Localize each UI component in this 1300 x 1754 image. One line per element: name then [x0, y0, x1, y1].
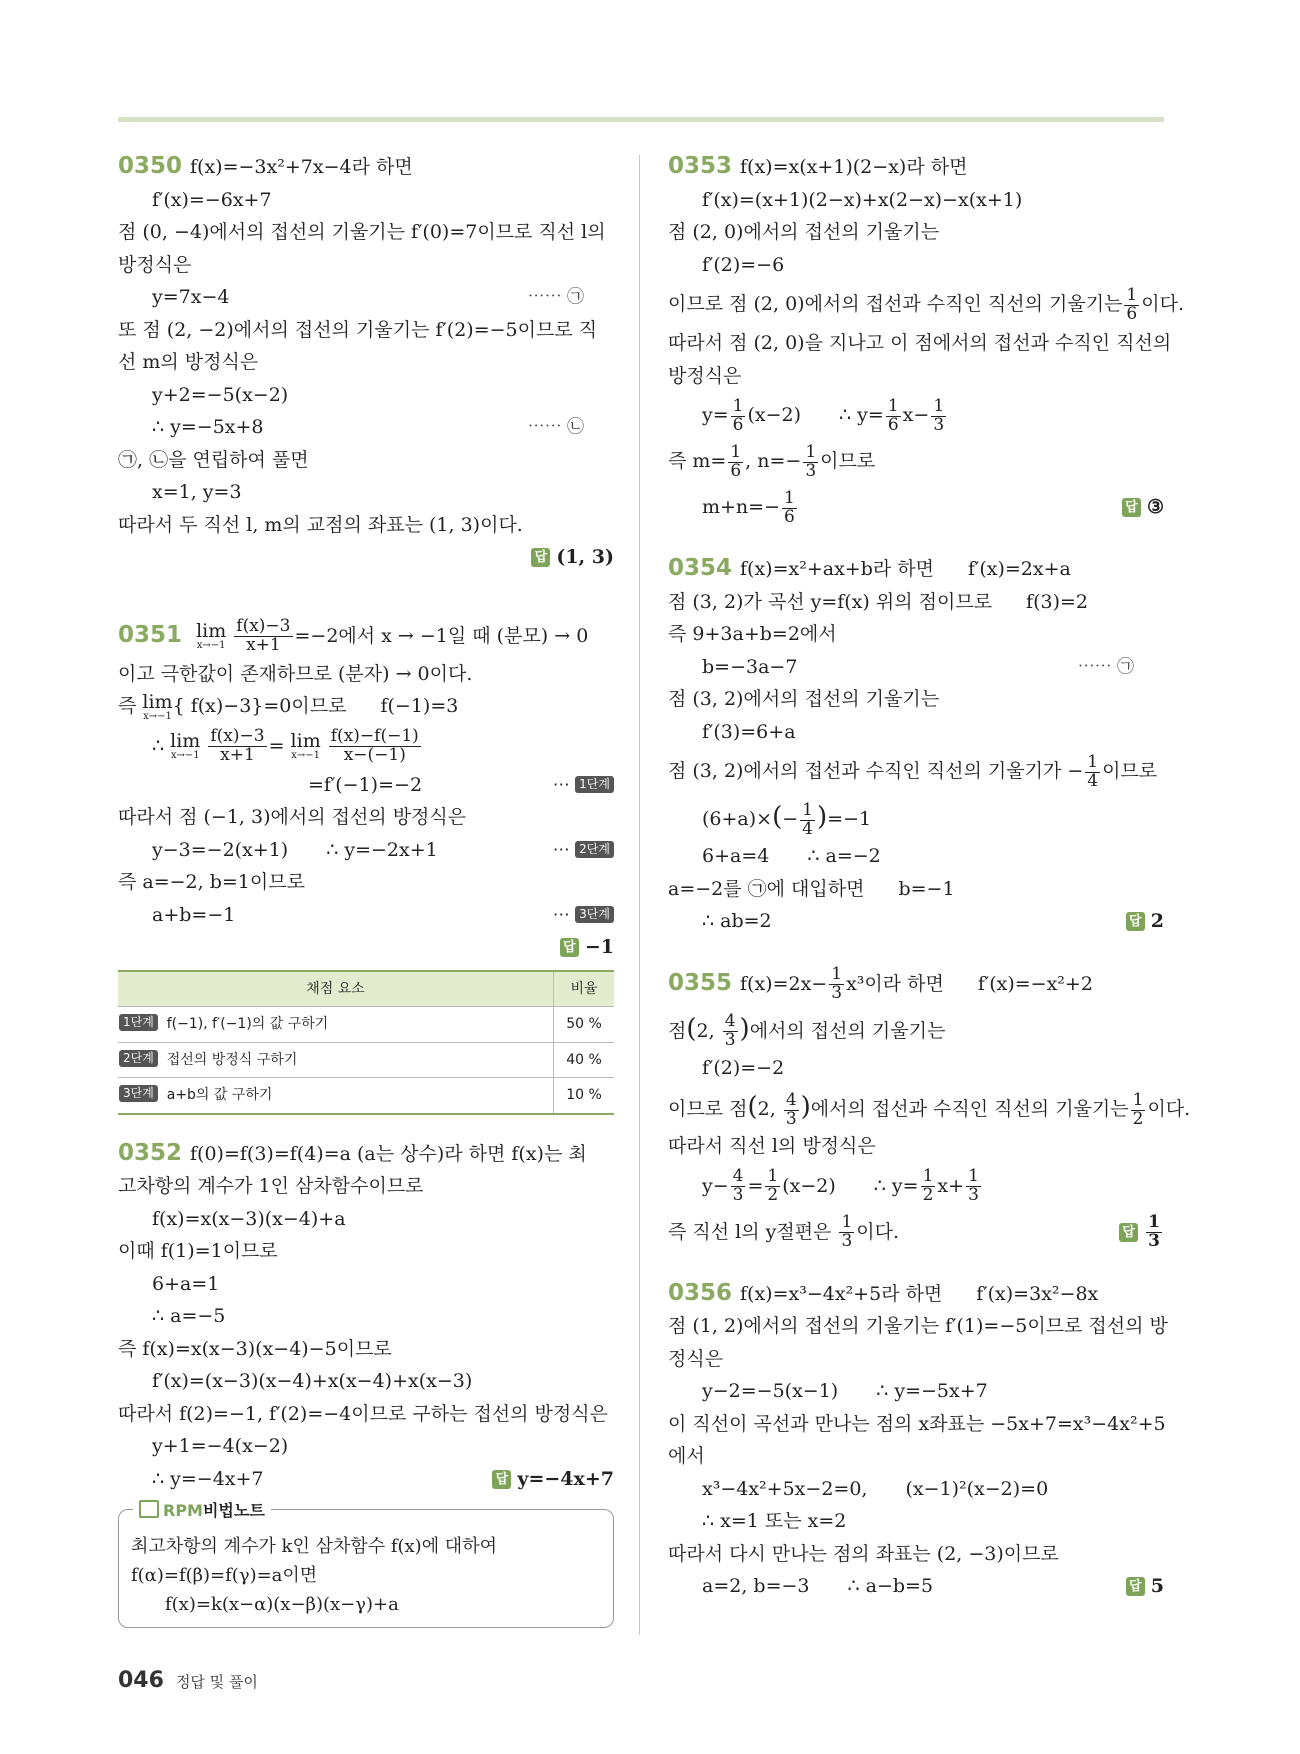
equation: =f′(−1)=−2: [308, 773, 423, 796]
text: 방정식은: [668, 364, 742, 387]
text: 정식은: [668, 1347, 724, 1370]
problem-number: 0353: [668, 153, 733, 179]
answer: 답 2: [1126, 905, 1164, 938]
rpm-note-box: [118, 1501, 614, 1628]
page-number: 046: [118, 1668, 164, 1693]
equation: ∴ a−b=5: [847, 1575, 934, 1597]
fraction: $\frac{1}{2}$: [1132, 1089, 1144, 1129]
equation: y=7x−4: [152, 286, 230, 308]
fraction: $\frac{1}{6}$: [1126, 284, 1138, 324]
text: { f(x)−3}=0이므로: [172, 695, 347, 717]
note-line: f(x)=k(x−α)(x−β)(x−γ)+a: [165, 1594, 399, 1615]
equation: y+2=−5(x−2): [152, 383, 289, 406]
text: ㉠, ㉡을 연립하여 풀면: [118, 448, 309, 471]
page-footer: [118, 1668, 258, 1693]
table-row: 1단계 f(−1), f′(−1)의 값 구하기 50 %: [118, 1007, 614, 1043]
problem-0353: 0353 f(x)=x(x+1)(2−x)라 하면 f′(x)=(x+1)(2−x)+x(2−x)−x(x+1) 점 (2, 0)에서의 접선의 기울기는 f′(2)=−6 이므로 점 (2, 0)에서의 접선과 수직인 직선의 기울기는 $\frac{1}{6}$ 이다. 따라서 점 (2, 0)을 지나고 이 점에서의 접선과 수직인 직선의 방정식은 y= $\frac{1}{6}$ (x−2) ∴ y= $\frac{1}{6}$ x− $\frac{1}{3}$ 즉 m= $\frac{1}{6}$ , n=− $\frac{1}{3}$ 이므로 m+n=− $\frac{1}{6}$ 답 ③: [668, 150, 1164, 530]
equation: f′(x)=2x+a: [968, 558, 1071, 580]
text: 점 (3, 2)에서의 접선과 수직인 직선의 기울기가 −: [668, 760, 1084, 782]
equation: f′(2)=−2: [702, 1056, 785, 1079]
text: 점 (3, 2)에서의 접선의 기울기는: [668, 688, 940, 710]
limit: lim x→−1: [142, 690, 173, 722]
fraction: $\frac{1}{2}$: [767, 1166, 779, 1205]
text: f(x)=x²+ax+b라 하면: [740, 558, 934, 580]
problem-0355: 0355 f(x)=2x− $\frac{1}{3}$ x³이라 하면 f′(x)=−x²+2 점(2, $\frac{4}{3}$ )에서의 접선의 기울기는 f′(2)=−2 이므로 점(2, $\frac{4}{3}$ )에서의 접선과 수직인 직선의 기울기는 $\frac{1}{2}$ 이다. 따라서 직선 l의 방정식은 y− $\frac{4}{3}$ = $\frac{1}{2}$ (x−2) ∴ y= $\frac{1}{2}$ x+ $\frac{1}{3}$ 즉 직선 l의 y절편은 $\frac{1}{3}$ 이다. 답 $\frac{1}{3}$: [668, 960, 1164, 1255]
text: 따라서 점 (−1, 3)에서의 접선의 방정식은: [118, 806, 467, 828]
problem-number: 0354: [668, 555, 733, 581]
text: 이때 f(1)=1이므로: [118, 1240, 278, 1262]
problem-0350: [118, 150, 614, 574]
text: 즉 9+3a+b=2에서: [668, 623, 837, 645]
top-rule: [118, 117, 1164, 122]
problem-number: 0351: [118, 621, 183, 648]
answer: 답 (1, 3): [118, 541, 614, 574]
text: 이고 극한값이 존재하므로 (분자) → 0이다.: [118, 662, 473, 685]
equation: f′(x)=(x+1)(2−x)+x(2−x)−x(x+1): [702, 188, 1023, 211]
equation-mark: ⋯⋯ ㉡: [527, 417, 584, 437]
answer: 답 y=−4x+7: [492, 1463, 614, 1496]
equation-mark: ⋯⋯ ㉠: [527, 287, 584, 307]
fraction: $\frac{1}{3}$: [968, 1166, 979, 1205]
answer-badge: 답: [1126, 912, 1145, 931]
text: 즉 a=−2, b=1이므로: [118, 871, 305, 893]
equation: x³−4x²+5x−2=0,: [702, 1477, 868, 1500]
fraction: $\frac{f(x)-f(-1)}{x-(-1)}$: [330, 726, 419, 765]
problem-0352: [118, 1137, 614, 1629]
text: a=−2를 ㉠에 대입하면: [668, 877, 865, 900]
fraction: $\frac{4}{3}$: [785, 1089, 797, 1129]
pencil-note-icon: [139, 1500, 159, 1518]
equation: f′(x)=(x−3)(x−4)+x(x−4)+x(x−3): [152, 1370, 473, 1392]
fraction: $\frac{1}{4}$: [802, 799, 813, 839]
text: 즉: [118, 695, 137, 717]
section-title: 정답 및 풀이: [175, 1673, 258, 1691]
text: 에서: [668, 1445, 705, 1467]
scoring-table: [118, 970, 614, 1115]
answer: 답 −1: [118, 931, 614, 964]
fraction: $\frac{1}{3}$: [933, 395, 945, 435]
answer: 답 $\frac{1}{3}$: [1119, 1209, 1164, 1255]
text: 따라서 직선 l의 방정식은: [668, 1135, 876, 1157]
equation: ∴ y=−2x+1: [326, 838, 438, 861]
answer-badge: 답: [560, 938, 579, 957]
fraction: $\frac{1}{3}$: [831, 964, 843, 1003]
note-title: RPM비법노트: [133, 1496, 271, 1525]
fraction: $\frac{1}{3}$: [805, 441, 817, 481]
equation: f′(x)=−6x+7: [152, 188, 272, 211]
problem-0351: 0351 lim x→−1 $\frac{f(x)-3}{x+1}$ =−2에서 x → −1일 때 (분모) → 0 이고 극한값이 존재하므로 (분자) → 0이다. 즉 lim x→−1 { f(x)−3}=0이므로 f(−1)=3 ∴ lim x→−1 $\frac{f(x)-3}{x+1}$ = lim x→−1 $\frac{f(x)-f(-1)}{x-(-1)}$ =f′(−1)=−2 ⋯ 1단계 따라서 점 (−1, 3)에서의 접선의 방정식은 y−3=−2(x+1) ∴ y=−2x+1 ⋯ 2단계 즉 a=−2, b=1이므로 a+b=−1 ⋯ 3단계 답 −1 채점 요소 비율 1단계 f(−1), f′(−1)의 값 구하기 50 % 2단계 접선의 방정식 구하기 40 % 3단계 a+b의 값 구하기 10 %: [118, 612, 614, 1115]
problem-0354: 0354 f(x)=x²+ax+b라 하면 f′(x)=2x+a 점 (3, 2)가 곡선 y=f(x) 위의 점이므로 f(3)=2 즉 9+3a+b=2에서 b=−3a−7 ⋯⋯ ㉠ 점 (3, 2)에서의 접선의 기울기는 f′(3)=6+a 점 (3, 2)에서의 접선과 수직인 직선의 기울기가 − $\frac{1}{4}$ 이므로 (6+a)×(− $\frac{1}{4}$ )=−1 6+a=4 ∴ a=−2 a=−2를 ㉠에 대입하면 b=−1 ∴ ab=2 답 2: [668, 552, 1164, 938]
equation: b=−3a−7: [702, 655, 798, 678]
answer-badge: 답: [531, 548, 550, 567]
text: 이므로 점 (2, 0)에서의 접선과 수직인 직선의 기울기는: [668, 293, 1123, 315]
equation: f′(x)=−x²+2: [977, 972, 1093, 995]
equation: (x−1)²(x−2)=0: [905, 1477, 1049, 1500]
text: f(x)=x(x+1)(2−x)라 하면: [740, 156, 968, 178]
text: 점 (1, 2)에서의 접선의 기울기는 f′(1)=−5이므로 접선의 방: [668, 1315, 1168, 1337]
problem-0356: [668, 1277, 1168, 1603]
equation: y−3=−2(x+1): [152, 838, 289, 861]
text: 따라서 다시 만나는 점의 좌표는 (2, −3)이므로: [668, 1542, 1059, 1565]
table-row: 3단계 a+b의 값 구하기 10 %: [118, 1078, 614, 1114]
equation: 6+a=1: [152, 1272, 220, 1295]
answer: 답 ③: [1122, 484, 1164, 530]
note-line: f(α)=f(β)=f(γ)=a이면: [131, 1565, 318, 1586]
column-divider: [639, 155, 640, 1635]
fraction: $\frac{1}{6}$: [784, 487, 795, 527]
equation: f′(3)=6+a: [702, 720, 796, 743]
answer-badge: 답: [1122, 498, 1141, 517]
fraction: $\frac{1}{6}$: [732, 395, 744, 435]
text: 점 (0, −4)에서의 접선의 기울기는 f′(0)=7이므로 직선 l의: [118, 221, 606, 243]
fraction: $\frac{1}{4}$: [1087, 751, 1099, 791]
left-column: [118, 150, 614, 1628]
table-row: 2단계 접선의 방정식 구하기 40 %: [118, 1042, 614, 1078]
fraction: $\frac{1}{2}$: [922, 1166, 934, 1205]
equation: x=1, y=3: [152, 481, 242, 503]
text: =−2에서 x → −1일 때 (분모) → 0: [294, 624, 589, 647]
text: 따라서 f(2)=−1, f′(2)=−4이므로 구하는 접선의 방정식은: [118, 1402, 608, 1425]
problem-number: 0355: [668, 969, 733, 996]
right-column: [668, 150, 1191, 1603]
problem-number: 0356: [668, 1279, 733, 1306]
equation-mark: ⋯⋯ ㉠: [1077, 656, 1134, 677]
problem-number: 0350: [118, 153, 183, 179]
equation: ∴ y=−5x+8: [152, 416, 264, 438]
text: f(0)=f(3)=f(4)=a (a는 상수)라 하면 f(x)는 최: [190, 1142, 587, 1165]
equation: a+b=−1: [152, 903, 236, 926]
text: 또 점 (2, −2)에서의 접선의 기울기는 f′(2)=−5이므로 직: [118, 318, 598, 341]
table-header: 비율: [554, 971, 615, 1007]
equation: f(−1)=3: [380, 695, 459, 717]
problem-number: 0352: [118, 1139, 183, 1166]
text: f(x)=−3x²+7x−4라 하면: [190, 156, 413, 178]
text: 선 m의 방정식은: [118, 351, 259, 373]
limit: lim x→−1: [196, 620, 227, 651]
stage-marker: ⋯ 1단계: [553, 769, 614, 802]
therefore: ∴: [152, 734, 165, 757]
fraction: $\frac{4}{3}$: [724, 1011, 736, 1050]
equation: ∴ y=−4x+7: [152, 1467, 264, 1490]
answer: 답 5: [1126, 1570, 1164, 1603]
fraction: $\frac{1}{3}$: [841, 1212, 853, 1251]
equation: f(x)=x(x−3)(x−4)+a: [152, 1207, 346, 1230]
equation: f(3)=2: [1026, 590, 1089, 613]
fraction: $\frac{f(x)-3}{x+1}$: [236, 616, 291, 655]
text: 이 직선이 곡선과 만나는 점의 x좌표는 −5x+7=x³−4x²+5: [668, 1412, 1166, 1435]
text: 따라서 점 (2, 0)을 지나고 이 점에서의 접선과 수직인 직선의: [668, 332, 1172, 354]
text: 점 (2, 0)에서의 접선의 기울기는: [668, 221, 940, 243]
answer-badge: 답: [1126, 1577, 1145, 1596]
answer-badge: 답: [1119, 1223, 1138, 1242]
limit: lim x→−1: [170, 730, 201, 761]
text: 고차항의 계수가 1인 삼차함수이므로: [118, 1175, 424, 1197]
equation: a=2, b=−3: [702, 1575, 810, 1597]
fraction: $\frac{1}{6}$: [887, 395, 899, 435]
stage-marker: ⋯ 3단계: [553, 899, 614, 932]
equation: 6+a=4: [702, 845, 770, 867]
equation: y+1=−4(x−2): [152, 1435, 289, 1457]
limit: lim x→−1: [290, 730, 321, 761]
equation: f′(x)=3x²−8x: [976, 1282, 1099, 1305]
text: 점 (3, 2)가 곡선 y=f(x) 위의 점이므로: [668, 590, 993, 613]
answer-badge: 답: [492, 1470, 511, 1489]
equation: ∴ a=−5: [152, 1305, 226, 1327]
note-line: 최고차항의 계수가 k인 삼차함수 f(x)에 대하여: [131, 1536, 497, 1557]
text: 방정식은: [118, 253, 192, 276]
text: 따라서 두 직선 l, m의 교점의 좌표는 (1, 3)이다.: [118, 513, 523, 536]
fraction: $\frac{f(x)-3}{x+1}$: [210, 726, 265, 765]
text: 즉 f(x)=x(x−3)(x−4)−5이므로: [118, 1337, 392, 1360]
equation: ∴ a=−2: [807, 845, 881, 867]
fraction: $\frac{4}{3}$: [732, 1166, 744, 1205]
equation: ∴ x=1 또는 x=2: [702, 1510, 847, 1532]
stage-marker: ⋯ 2단계: [553, 834, 614, 867]
equation: b=−1: [898, 877, 955, 900]
table-header: 채점 요소: [118, 971, 554, 1007]
equation: ∴ ab=2: [702, 910, 772, 932]
equation: y−2=−5(x−1): [702, 1380, 839, 1402]
text: f(x)=x³−4x²+5라 하면: [740, 1282, 943, 1305]
equation: ∴ y=−5x+7: [876, 1380, 988, 1402]
equation: f′(2)=−6: [702, 253, 785, 276]
fraction: $\frac{1}{6}$: [730, 441, 742, 481]
